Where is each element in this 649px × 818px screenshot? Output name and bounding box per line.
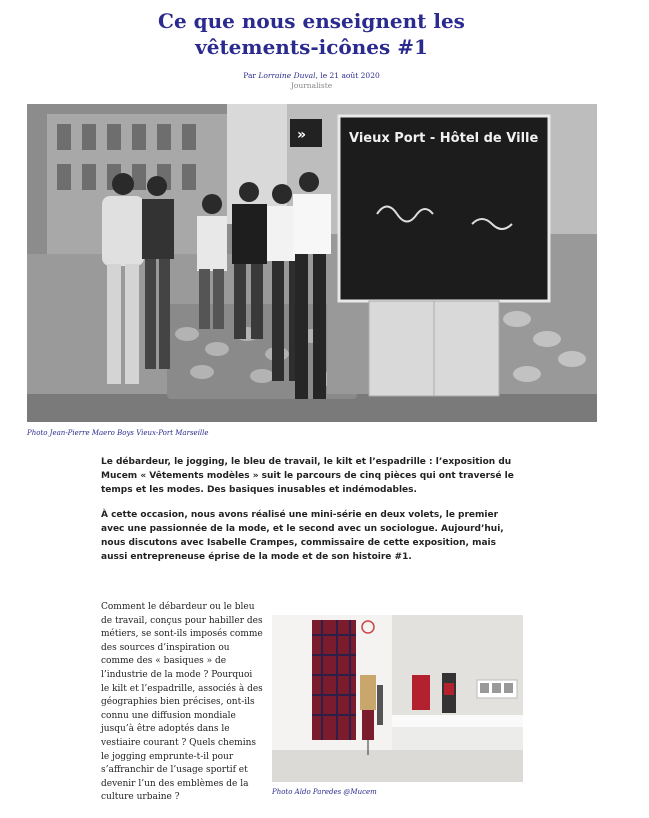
article-title (0, 8, 623, 60)
intro-paragraph-1: Le débardeur, le jogging, le bleu de travail, le kilt et l’espadrille : l’exposition du Mucem « Vêtements modèles » suit le parcours de cinq pièces qui ont traversé le temps et les modes. Des basiques inusables et indémodables. (101, 457, 514, 495)
byline-prefix: Par (243, 71, 259, 80)
author-role: Journaliste (290, 81, 333, 90)
article-title-line-1: Ce que nous enseignent les (158, 9, 465, 33)
exhibit-photo-illustration (272, 615, 523, 782)
sign-text: Vieux Port - Hôtel de Ville (349, 131, 539, 146)
svg-text:»: » (297, 127, 307, 143)
exhibit-photo-caption: Photo Aldo Paredes @Mucem (272, 788, 377, 796)
exhibit-photo (272, 615, 523, 782)
intro-paragraph-2: À cette occasion, nous avons réalisé une mini-série en deux volets, le premier avec une passionnée de la mode, et le second avec un sociologue. Aujourd’hui, nous discutons avec Isabelle Crampes, commissaire de cette exposition, mais aussi entrepreneuse éprise de la mode et de son histoire #1. (101, 510, 504, 562)
hero-photo (27, 104, 597, 422)
hero-photo-illustration (27, 104, 597, 422)
byline (0, 71, 623, 81)
hero-photo-caption: Photo Jean-Pierre Maero Boys Vieux-Port Marseille (27, 429, 209, 437)
article-title-line-2: vêtements-icônes #1 (195, 35, 428, 59)
body-paragraph-1: Comment le débardeur ou le bleu de travail, conçus pour habiller des métiers, se sont-ils imposés comme des sources d’inspiration ou comme des « basiques » de l’industrie de la mode ? Pourquoi le kilt et l’espadrille, associés à des géographies bien précises, ont-ils connu une diffusion mondiale jusqu’à être adoptés dans le vestiaire courant ? Quels chemins le jogging emprunte-t-il pour s’affranchir de l’usage sportif et devenir l’un des emblèmes de la culture urbaine ? (101, 602, 263, 803)
author-name[interactable]: Lorraine Duval (258, 71, 316, 80)
publish-date: , le 21 août 2020 (315, 71, 380, 80)
